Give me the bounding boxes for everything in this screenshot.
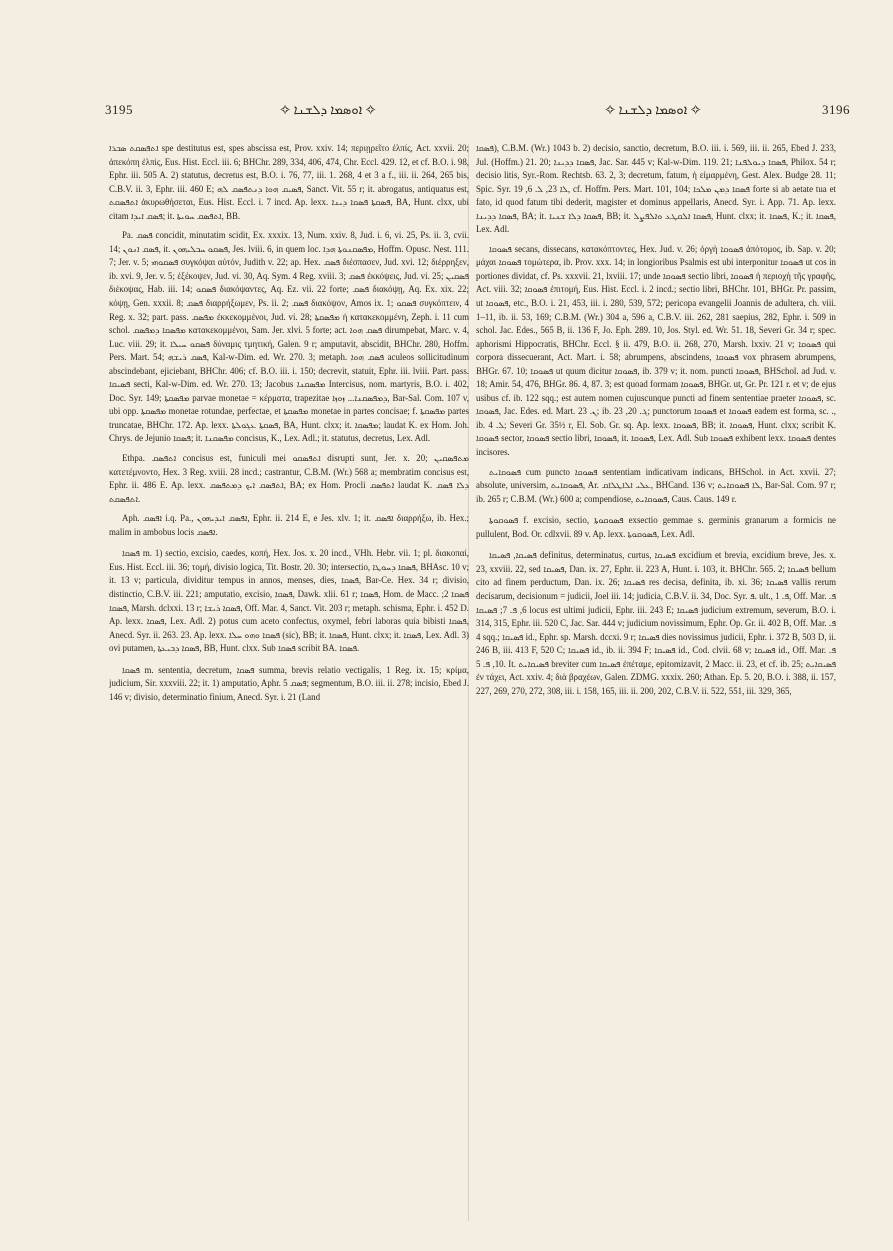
paragraph: Pa. ܦܣܩ concidit, minutatim scidit, Ex. xxxix. 13, Num. xxiv. 8, Jud. i. 6, vi. 25, Ps. ii. 3, cvii. 14; ܦܣܩ ܐܢܘܢ, it. ܦܣܩܘ ܚܒܠܝܗܘܢ, Jes. lviii. 6, in quem loc. ܡܦܣܩܢܘܬܐ ܗܕܐ, Hoffm. Opusc. Nest. 111. 7; Jer. v. 5; ܦܣܩܘܗܝ συγκόψαι αὐτόν, Judith v. 22; ap. Hex. ܦܣܩ διέσπασεν, Jud. xvi. 12; διέρρηξεν, ib. xvi. 9, Jer. v. 5; ἐξέκοψεν, Jud. vi. 30, Aq. Sym. 4 Reg. xviii. 3; ܦܣܩ ἐκκόψεις, Jud. vi. 25; ܦܣܩܝܢ διέκοψας, Hab. iii. 14; ܦܣܩܘ διακόψαντες, Aq. Ez. vii. 22 forte; ܦܣܩ διακόψῃ, Aq. Ex. xix. 22; κόψῃ, Gen. xxxii. 8; ܦܣܩ διαρρήξωμεν, Ps. ii. 2; ܦܣܩ διακόψον, Amos ix. 1; ܦܣܩܘ συγκόπτειν, 4 Reg. x. 32; part. pass. ܡܦܣܩ ἐκκεκομμένοι, Jud. vi. 28; ܡܦܣܩܬܐ ἡ κατακεκομμένη, Zeph. i. 11 cum schol. ܡܦܣܩܐ ܕܡܦܣܩ κατακεκομμένοι, Sam. Jer. xlvi. 5 forte; act. ܦܣܩ ܗܘܐ dirumpebat, Marc. v. 4, Luc. viii. 29; it. ܦܣܩܘ ܚܝܠܐ δύναμις τμητική, Galen. 9 r; amputavit, abscidit, BHChr. 280, Hoffm. Pers. Mart. 54; ܦܣܩ ܪܝܫܗ, Kal-w-Dim. ed. Wr. 270. 3; metaph. ܦܣܩ ܗܘܐ aculeos sollicitudinum abscindebant, ejiciebant, BHChr. 406; cf. B.O. iii. i. 150; decrevit, statuit, Ephr. iii. lviii. Part. pass. ܦܣܝܩܐ secti, Kal-w-Dim. ed. Wr. 270. 13; Jacobus ܡܦܣܩܢܐ Intercisus, nom. martyris, B.O. i. 402, Doc. Syr. 149; ܡܦܣܩܬܐ parvae monetae = κέρματα, trapezitae ܕܡܦܣܩܢܐ... ܙܘܙܐ, Bar-Sal. Com. 107 v, ubi opp. ܡܦܣܩܬܐ monetae rotundae, perfectae, et ܡܦܣܩܬܐ monetae in partes concisae; f. ܡܦܣܩܬܐ partes truncatae, BHChr. 172. Ap. lexx. ܦܣܩܬܐ ܥܓܘܠܬܐ, BA, Hunt. clxx; it. ܡܦܣܩܐ; laudat K. ex Hom. Joh. Chrys. de Jejunio ܦܣܩܐ; it. ܡܦܣܩܢܐ concisus, K., Lex. Adl.; it. statutus, decretus, Lex. Adl. [109, 230, 469, 444]
right-running-title: ✧ ܐܘܣܡܐ ܕܠܫܢܐ ✧ [605, 102, 701, 117]
paragraph: ܐܬܦܣܩܬ ܣܒܪܐ spe destitutus est, spes abscissa est, Prov. xxiv. 14; περιῃρεῖτο ἐλπίς, Act. xxvii. 20; ἀπεκόπη ἐλπίς, Eus. Hist. Eccl. iii. 6; BHChr. 289, 334, 406, 474, Chr. Eccl. 429. 12, et cf. B.O. i. 98, Ephr. iii. 505 A. 2) statutus, decretus est, B.O. i. 76, 77, iii. 1. 268, 4 et 3 a f., iii. ii. 264, 265 bis, C.B.V. ii. 3, Ephr. iii. 460 E; ܦܣܝܩ ܗܘܐ ܕܢܬܦܣܩ ܠܗ, Sanct. Vit. 55 r; it. abrogatus, antiquatus est, ܐܬܦܣܩܬ ἀκυρωθήσεται, Eus. Hist. Eccl. i. 7 incd. Ap. lexx. ܦܣܩܬܐ ܦܣܩܐ ܕܝܢܐ, BA, Hunt. clxx, ubi citam ܦܣܩ ܐܝܕܐ; it. ܐܬܦܣܩ ܚܘܝܬܐ, BB. [109, 143, 469, 221]
left-running-title: ✧ ܐܘܣܡܐ ܕܠܫܢܐ ✧ [280, 102, 376, 117]
paragraph: ܦܣܝܩܐ, ܦܣܝܩܐ definitus, determinatus, curtus, ܦܣܝܩܐ excidium et brevia, excidium breve, Jes. x. 23, xxviii. 22, sed ܦܣܝܩܐ, Dan. ix. 27, Ephr. ii. 223 A, Hunt. i. 103, it. BHChr. 565. 2; ܦܣܝܩܐ bellum cito ad finem perductum, Dan. ix. 26; ܦܣܝܩܐ res decisa, definita, ib. xi. 36; ܦܣܝܩܐ vallis rerum decisarum, decisionum = judicii, Joel iii. 14; judicia, C.B.V. ii. 34, Doc. Syr. ܦ. ult., ܦ. 1, Off. Mar. ܦ. 6, ܦ. 7; ܦܣܝܩܐ locus est ultimi judicii, Ephr. iii. 243 E; ܦܣܝܩܐ judicium extremum, severum, B.O. i. 314, 315, Ephr. iii. 520 C, Jac. Sar. 444 v; judicium novissimum, Ephr. Op. Gr. ii. 402 B, Off. Mar. ܦ. 4 sqq.; ܦܣܝܩܐ id., Ephr. sp. Marsh. dccxi. 9 r; ܦܣܝܩܐ dies novissimus judicii, Ephr. i. 372 B, 503 D, ii. 246 B, iii. 413 F, 520 C; ܦܣܝܩܐ id., ib. ii. 394 F; ܦܣܝܩܐ id., Cod. clvii. 68 v; ܦܣܝܩܐ id., Off. Mar. ܦ. 10, ܦ. 5. It. ܦܣܝܩܐܝܬ breviter cum ܦܣܝܩܐ ἐπέταμε, epitomizavit, 2 Macc. ii. 23, et cf. ib. 25; ܦܣܝܩܐܝܬ ἐν τάχει, Act. xxiv. 4; διὰ βραχέων, Galen. ZDMG. xxxix. 260; Athan. Ep. 5. 20, B.O. i. 388, ii. 157, 227, 269, 270, 272, 308, iii. i. 158, 165, iii. ii. 200, 202, C.B.V. ii. 522, 551, iii. 329, 365, [476, 550, 836, 696]
paragraph: Ethpa. ܐܬܦܣܩ concisus est, funiculi mei ܐܬܦܣܩܘ disrupti sunt, Jer. x. 20; ܡܬܦܣܩܝܢ κατετέμνοντο, Hex. 3 Reg. xviii. 28 incd.; castrantur, C.B.M. (Wr.) 568 a; membratim concisus est, Ephr. ii. 486 E. Ap. lexx. ܐܬܦܣܩ ܐܝܟ ܕܡܬܦܣܩ, BA; ex Hom. Procli ܐܬܦܣܩ laudat K. ܕܠܐ ܦܣܩ ܐܬܦܣܩܬ. [109, 453, 469, 504]
paragraph: ܦܣܩܐ m. 1) sectio, excisio, caedes, κοπή, Hex. Jos. x. 20 incd., VHh. Hebr. vii. 1; pl. διακοπαί, Eus. Hist. Eccl. iii. 36; τομή, divisio logica, Tit. Bostr. 20. 30; intersectio, ܦܣܩܐ ܕܚܘܛܐ, BHAsc. 10 v; it. 13 v; particula, dividitur tempus in annos, menses, dies, ܦܣܩܐ, Bar-Ce. Hex. 34 r; divisio, distinctio, C.B.V. iii. 221; amputatio, excisio, ܦܣܩܐ, Dawk. xlii. 61 r; ܦܣܩܐ, Hom. de Macc. ܦܣܩܐ 2; ܦܣܩܐ, Marsh. dclxxi. 13 r; ܦܣܩܐ ܪܝܫܐ, Off. Mar. 4, Sanct. Vit. 203 r; metaph. schisma, Ephr. i. 452 D. Ap. lexx. ܦܣܩܐ, Lex. Adl. 2) potus cum aceto confectus, oxymel, febri laboras quia bibisti ܦܣܩܐ, Anecd. Syr. ii. 263. 23. Ap. lexx. ܦܣܩܐ ܘܗܘ ܚܠܐ (sic), BB; it. ܦܣܩܐ, Hunt. clxx; it. ܦܣܩܐ, Lex. Adl. 3) ovi putamen, ܦܣܩܐ ܕܒܝܥܬܐ, BB, Hunt. clxx. Sub ܦܣܩܐ scribit BA. ܦܣܩܐ. [109, 548, 469, 654]
paragraph: ܦܣܘܩܐܝܬ cum puncto ܦܣܘܩܐ sententiam indicativam indicans, BHSchol. in Act. xxvii. 27; absolute, universim, ܦܣܘܩܐܝܬ, Ar. ܥܠܝ ܐܠܐܛܠܐܩ, BHCand. 136 v; ܠܐ ܦܣܘܩܐܝܬ, Bar-Sal. Com. 97 r; ib. 265 r; C.B.M. (Wr.) 600 a; compendiose, ܦܣܘܩܐܝܬ, Caus. Caus. 149 r. [476, 466, 836, 504]
running-head [105, 100, 850, 120]
left-column [109, 142, 469, 1225]
paragraph: ܦܣܘܩܐ secans, dissecans, κατακόπτοντες, Hex. Jud. v. 26; ὀργὴ ܦܣܘܩܐ ἀπότομος, ib. Sap. v. 20; μάχαι ܦܣܘܩܐ τομώτερα, ib. Prov. xxx. 14; in longioribus Psalmis est ubi interponitur ܦܣܘܩܐ ut cos in portiones dividat, cf. Ps. xxxvii. 21, lxviii. 17; unde ܦܣܘܩܐ sectio libri, ܦܣܘܩܐ ἡ περιοχὴ τῆς γραφῆς, Act. viii. 32; ܦܣܘܩܐ ἐπιτομή, Eus. Hist. Eccl. i. 2 incd.; sectio libri, BHChr. 101, BHGr. Pr. passim, ut ܦܣܘܩܐ, etc., B.O. i. 21, 453, iii. i. 280, 539, 572; pericopa evangelii Joannis de adultera, ch. viii. 1–11, ib. ii. 53, 169; C.B.M. (Wr.) 304 a, 596 a, C.B.V. iii. 262, 281 saepius, 282, Ephr. i. 509 in schol. Jac. Edes., 565 B, ii. 136 F, Jo. Eph. 289. 10, Jos. Styl. ed. Wr. 51. 18, Severi Gr. 34 r; spec. aphorismi Hippocratis, BHChr. Eccl. § ii. 479, B.O. ii. 268, 270, Marsh. lxxiv. 21 v; ܦܣܘܩܐ qui corpora dissecuerant, Act. Mart. i. 58; abrumpens, abscindens, ܦܣܘܩܐ vox phrasem abrumpens, BHGr. 67. 10; ܦܣܘܩܐ ut quum dicitur ܦܣܘܩܐ, ib. 379 v; it. nom. puncti ܦܣܘܩܐ, BHSchol. ad Jud. v. 18; Amir. 54, 476, BHGr. 86. 4, 87. 3; est quoad formam ܦܣܘܩܐ, BHGr. ut, Gr. Pr. 121 r. et v; de ejus usibus cf. ib. 122 sqq.; est autem nomen cujuscunque puncti ad finem sententiae praeter ܦܣܘܩܐ, sc. ܦܣܘܩܐ, Jac. Edes. ed. Mart. ܢ. 23; ib. ܓ. 20, 23; punctorum ܦܣܘܩܐ et ܦܣܘܩܐ eadem est forma, sc. ., ib. ܠ. 4; Severi Gr. 35½ r, El. Sob. Gr. sq. Ap. lexx. ܦܣܘܩܐ, BB; it. ܦܣܘܩܐ, Hunt. clxx; scribit K. ܦܣܘܩܐ sector, ܦܣܘܩܐ sectio libri, ܦܣܘܩܐ, it. ܦܣܘܩܐ, Lex. Adl. Sub ܦܣܘܩܐ exhibent lexx. ܦܣܘܩܐ dentes incisores. [476, 243, 836, 458]
paragraph: Aph. ܐܦܣܩ i.q. Pa., ܐܦܣܩ ܐܝܕܝܗܘܢ, Ephr. ii. 214 E, e Jes. xlv. 1; it. ܐܦܣܩ διαρρήξω, ib. Hex.; malim in ambobus locis ܐܦܣܩ. [109, 513, 469, 537]
paragraph: ܦܣܩܐ), C.B.M. (Wr.) 1043 b. 2) decisio, sanctio, decretum, B.O. iii. i. 569, iii. ii. 265, Ebed J. 233, Jul. (Hoffm.) 21. 20; ܦܣܩܐ ܕܕܝܢܐ, Jac. Sar. 445 v; Kal-w-Dim. 119. 21; ܦܣܩܐ ܕܝܘܠܦܢܐ, Philox. 54 r; decisio litis, Syr.-Rom. Rechtsb. 63. 2, 3; decretum, fatum, ἡ εἱμαρμένη, Gest. Alex. Budge 28. 11; Spic. Syr. ܠܐ 23, ܠ. 6, 19, cf. Hoffm. Pers. Mart. 101, 104; ܦܣܩܐ ܕܡܢ ܡܠܟܐ forte si ab aetate tua et fato, id quod fatum tibi dederit, magister et dominus appellaris, Anecd. Syr. i. App. 71. Ap. lexx. ܦܣܩܐ ܕܕܝܢܐ, BA; it. ܦܣܩܐ ܕܠܐ ܫܢܝܐ, BB; it. ܦܣܩܐ ܐܠܩܛܥ ܘܐܠܦܨܠ, Hunt. clxx; it. ܦܣܩܐ, K.; it. ܦܣܩܐ, Lex. Adl. [476, 143, 836, 235]
left-page-number: 3195 [105, 102, 133, 117]
right-page-number: 3196 [822, 102, 850, 117]
paragraph: ܦܣܘܩܘܬܐ f. excisio, sectio, ܦܣܘܩܘܬܐ exsectio gemmae s. germinis granarum a formicis ne pullulent, Bod. Or. cdlxvii. 89 v. Ap. lexx. ܦܣܘܩܘܬܐ, Lex. Adl. [476, 515, 836, 539]
paragraph: ܦܣܩܐ m. sententia, decretum, ܦܣܩܐ summa, brevis relatio vectigalis, 1 Reg. ix. 15; κρίμα, judicium, Sir. xxxviii. 22; it. 1) amputatio, Aphr. ܦܣܩ 5; segmentum, B.O. iii. ii. 278; incisio, Ebed J. 146 v; divisio, determinatio finium, Anecd. Syr. i. 21 (Land [109, 664, 469, 702]
right-column [476, 142, 836, 1225]
